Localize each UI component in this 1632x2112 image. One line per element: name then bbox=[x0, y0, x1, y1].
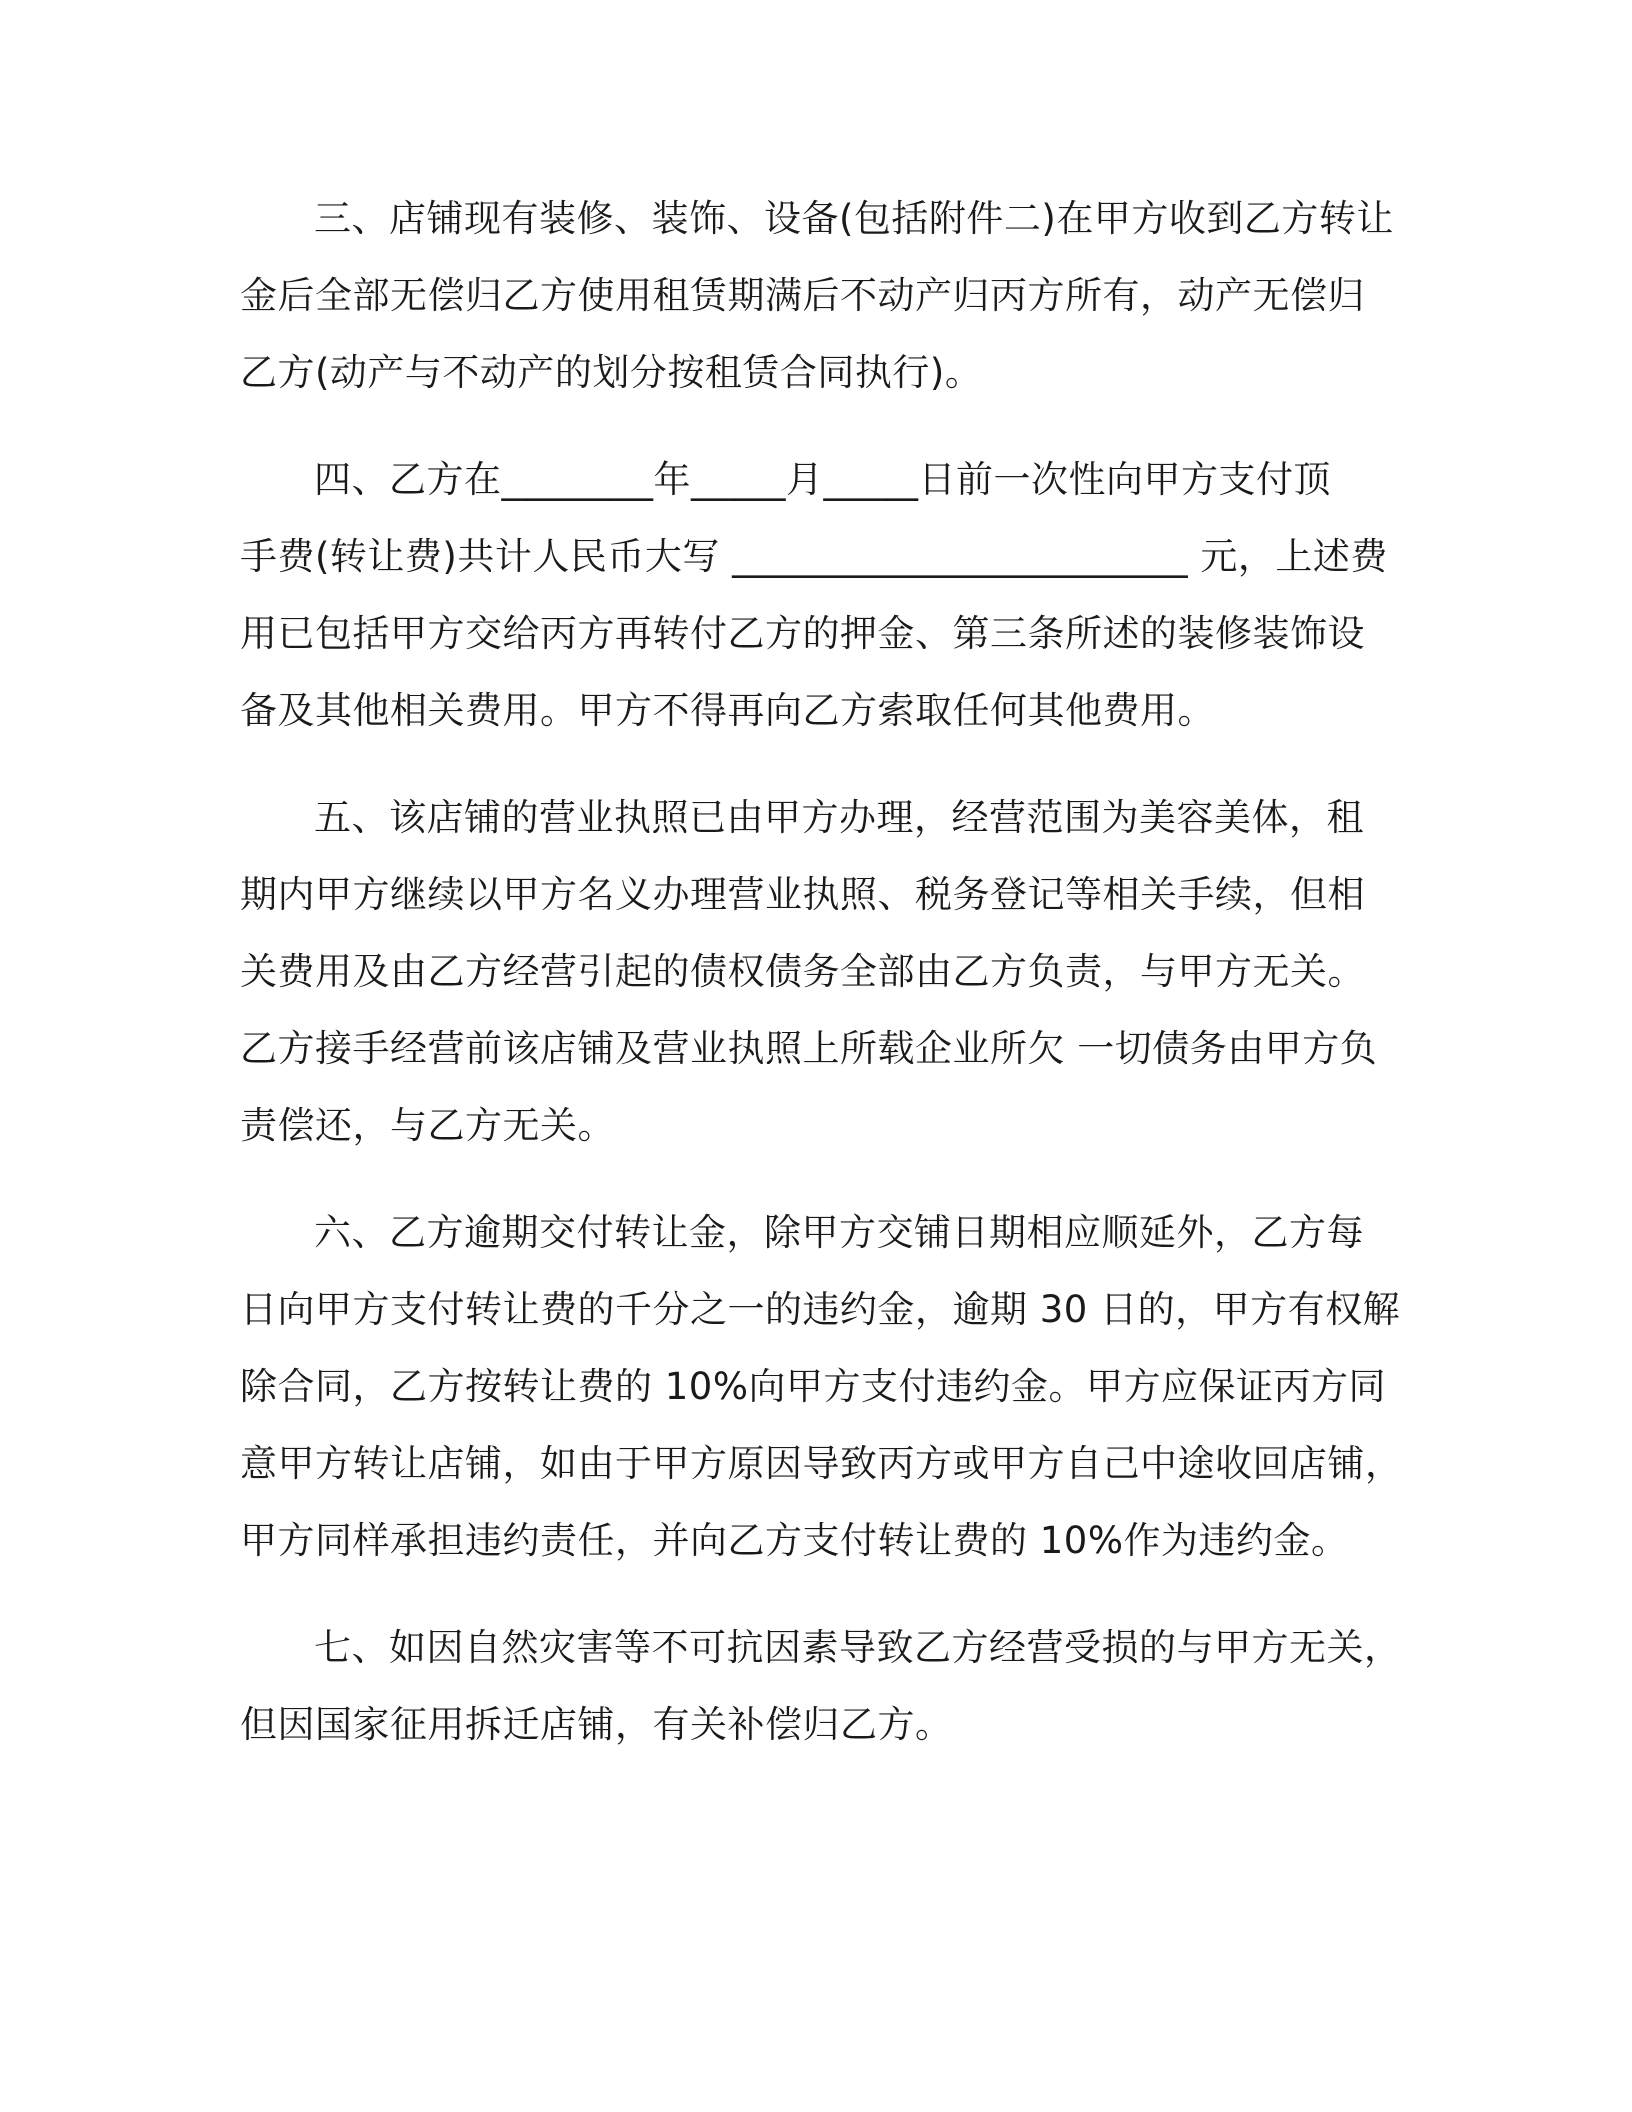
clause-four bbox=[240, 441, 1390, 749]
paragraph-line: 乙方接手经营前该店铺及营业执照上所载企业所欠 一切债务由甲方负 bbox=[240, 1027, 1378, 1070]
clause-five bbox=[240, 779, 1390, 1164]
paragraph-line: 乙方(动产与不动产的划分按租赁合同执行)。 bbox=[240, 351, 983, 394]
document-body bbox=[240, 180, 1403, 1763]
clause-seven bbox=[240, 1609, 1402, 1763]
paragraph-spacer bbox=[240, 411, 1390, 441]
paragraph-line: 但因国家征用拆迁店铺，有关补偿归乙方。 bbox=[240, 1703, 953, 1746]
paragraph-spacer bbox=[240, 1164, 1390, 1194]
clause-six bbox=[240, 1194, 1403, 1579]
paragraph-line: 关费用及由乙方经营引起的债权债务全部由乙方负责，与甲方无关。 bbox=[240, 950, 1365, 993]
paragraph-line: 三、店铺现有装修、装饰、设备(包括附件二)在甲方收到乙方转让 bbox=[314, 197, 1394, 240]
paragraph-spacer bbox=[240, 1579, 1390, 1609]
paragraph-line: 日向甲方支付转让费的千分之一的违约金，逾期 30 日的，甲方有权解 bbox=[240, 1288, 1401, 1331]
paragraph-line: 用已包括甲方交给丙方再转付乙方的押金、第三条所述的装修装饰设 bbox=[240, 612, 1365, 655]
paragraph-line: 手费(转让费)共计人民币大写 ________________________ 元，上述费 bbox=[240, 535, 1388, 578]
paragraph-line: 六、乙方逾期交付转让金，除甲方交铺日期相应顺延外，乙方每 bbox=[314, 1211, 1364, 1254]
paragraph-line: 五、该店铺的营业执照已由甲方办理，经营范围为美容美体，租 bbox=[314, 796, 1364, 839]
paragraph-line: 期内甲方继续以甲方名义办理营业执照、税务登记等相关手续，但相 bbox=[240, 873, 1365, 916]
paragraph-line: 七、如因自然灾害等不可抗因素导致乙方经营受损的与甲方无关， bbox=[314, 1626, 1402, 1669]
paragraph-line: 除合同，乙方按转让费的 10%向甲方支付违约金。甲方应保证丙方同 bbox=[240, 1365, 1386, 1408]
paragraph-line: 四、乙方在________年_____月_____日前一次性向甲方支付顶 bbox=[314, 458, 1331, 501]
paragraph-line: 金后全部无偿归乙方使用租赁期满后不动产归丙方所有，动产无偿归 bbox=[240, 274, 1365, 317]
paragraph-line: 责偿还，与乙方无关。 bbox=[240, 1104, 615, 1147]
paragraph-spacer bbox=[240, 749, 1390, 779]
clause-three bbox=[240, 180, 1394, 411]
paragraph-line: 备及其他相关费用。甲方不得再向乙方索取任何其他费用。 bbox=[240, 689, 1215, 732]
paragraph-line: 意甲方转让店铺，如由于甲方原因导致丙方或甲方自己中途收回店铺， bbox=[240, 1442, 1403, 1485]
paragraph-line: 甲方同样承担违约责任，并向乙方支付转让费的 10%作为违约金。 bbox=[240, 1519, 1349, 1562]
